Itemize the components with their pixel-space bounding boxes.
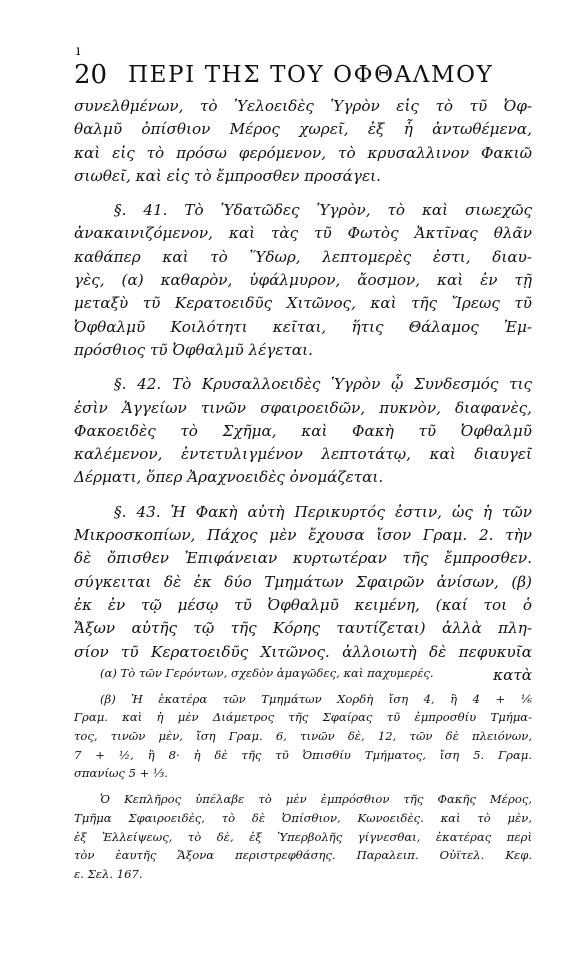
- running-head: ΠΕΡΙ ΤΗΣ ΤΟΥ ΟΦΘΑΛΜΟΥ: [128, 62, 494, 88]
- text-line: γὲς, (α) καθαρὸν, ὑφάλμυρον, ἄοσμον, καὶ ἐν τῇ: [74, 271, 532, 290]
- text-line: Ὀφθαλμῦ Κοιλότητι κεῖται, ἥτις Θάλαμος Ἐμ-: [74, 317, 532, 336]
- footnote-line: ε. Σελ. 167.: [74, 866, 143, 881]
- footnote-kepler: Ὁ Κεπλῆρος ὑπέλαβε τὸ μὲν ἐμπρόσθιον τῆς Φακῆς Μέρος,: [100, 792, 532, 807]
- text-line: σύγκειται δὲ ἐκ δύο Τμημάτων Σφαιρῶν ἀνίσων, (β): [74, 572, 532, 591]
- footnotes: [74, 664, 532, 884]
- corner-mark: ı: [76, 43, 81, 59]
- text-line: ἐκ ἐν τῷ μέσῳ τῦ Ὀφθαλμῦ κειμένη, (καί τοι ὁ: [74, 595, 532, 614]
- footnote-line: Τμῆμα Σφαιροειδὲς, τὸ δὲ Ὀπίσθιον, Κωνοειδὲς. καὶ τὸ μὲν,: [74, 810, 532, 825]
- section-42-line: §. 42. Τὸ Κρυσαλλοειδὲς Ὑγρὸν ᾧ Συνδεσμός τις: [114, 375, 532, 394]
- footnote-line: τὸν ἑαυτῆς Ἄξονα περιστρεφθάσης. Παραλειπ. Οὐϊτελ. Κεφ.: [74, 848, 532, 863]
- section-43-line: §. 43. Ἡ Φακὴ αὐτὴ Περικυρτός ἐστιν, ὡς ἡ τῶν: [114, 502, 532, 521]
- text-line: καλέμενον, ἐντετυλιγμένον λεπτοτάτῳ, καὶ διαυγεῖ: [74, 445, 532, 464]
- footnote-line: 7 + ½, ἢ 8· ἡ δὲ τῆς τῦ Ὀπισθίυ Τμήματος, ἴση 5. Γραμ.: [74, 747, 532, 762]
- text-line: συνελθμένων, τὸ Ὑελοειδὲς Ὑγρὸν εἰς τὸ τῦ Ὀφ-: [74, 97, 532, 115]
- text-line: σιωθεῖ, καὶ εἰς τὸ ἔμπροσθεν προσάγει.: [74, 166, 381, 185]
- text-line: μεταξὺ τῦ Κερατοειδῦς Χιτῶνος, καὶ τῆς Ἴρεως τῦ: [74, 294, 532, 313]
- footnote-line: σπανίως 5 + ⅓.: [74, 766, 168, 781]
- text-line: καὶ εἰς τὸ πρόσω φερόμενον, τὸ κρυσαλλινον Φακιῶ: [74, 143, 532, 162]
- text-line: καθάπερ καὶ τὸ Ὕδωρ, λεπτομερὲς ἐστι, διαυ-: [74, 247, 532, 266]
- page-number: 20: [74, 60, 108, 90]
- text-line: ἐσὶν Ἀγγείων τινῶν σφαιροειδῶν, πυκνὸν, διαφανὲς,: [74, 398, 532, 417]
- catchword: κατὰ: [493, 665, 532, 684]
- footnote-gap: [74, 783, 532, 790]
- footnote-line: Γραμ. καὶ ἡ μὲν Διάμετρος τῆς Σφαίρας τῦ ἐμπροσθίυ Τμήμα-: [74, 710, 532, 725]
- text-line: Μικροσκοπίων, Πάχος μὲν ἔχουσα ἴσον Γραμ. 2. τὴν: [74, 526, 532, 545]
- text-line: δὲ ὄπισθεν Ἐπιφάνειαν κυρτωτέραν τῆς ἔμπροσθεν.: [74, 549, 532, 568]
- footnote-line: τος, τινῶν μὲν, ἴση Γραμ. 6, τινῶν δὲ, 12, τῶν δὲ πλειόνων,: [74, 729, 532, 744]
- footnote-b: (β) Ἡ ἑκατέρα τῶν Τμημάτων Χορδὴ ἴση 4, ἢ 4 + ⅙: [100, 691, 532, 706]
- text-line: θαλμῦ ὀπίσθιον Μέρος χωρεῖ, ἐξ ἧ ἀντωθέμενα,: [74, 120, 532, 139]
- paragraph-gap: [74, 188, 532, 199]
- text-line: ἀνακαινιζόμενον, καὶ τὰς τῦ Φωτὸς Ἀκτῖνας θλᾶν: [74, 224, 532, 243]
- main-text: [74, 95, 532, 687]
- footnote-a: (α) Τὸ τῶν Γερόντων, σχεδὸν ἁμαγῶδες, καὶ παχυμερές.: [100, 666, 434, 680]
- paragraph-gap: [74, 490, 532, 501]
- text-line: πρόσθιος τῦ Ὀφθαλμῦ λέγεται.: [74, 340, 313, 359]
- page-header: [74, 60, 534, 94]
- paragraph-gap: [74, 362, 532, 373]
- footnote-line: ἐξ Ἐλλείψεως, τὸ δὲ, ἐξ Ὑπερβολῆς γίγνεσθαι, ἑκατέρας περὶ: [74, 829, 532, 844]
- section-41-line: §. 41. Τὸ Ὑδατῶδες Ὑγρὸν, τὸ καὶ σιωεχῶς: [114, 201, 532, 220]
- text-line: Φακοειδὲς τὸ Σχῆμα, καὶ Φακὴ τῦ Ὀφθαλμῦ: [74, 421, 532, 440]
- text-line: Ἄξων αὐτῆς τῷ τῆς Κόρης ταυτίζεται) ἀλλὰ πλη-: [74, 619, 532, 638]
- text-line: Δέρματι, ὅπερ Ἀραχνοειδὲς ὀνομάζεται.: [74, 468, 384, 487]
- footnote-gap: [74, 683, 532, 690]
- text-line: σίον τῦ Κερατοειδῦς Χιτῶνος. ἀλλοιωτὴ δὲ πεφυκυῖα: [74, 642, 532, 661]
